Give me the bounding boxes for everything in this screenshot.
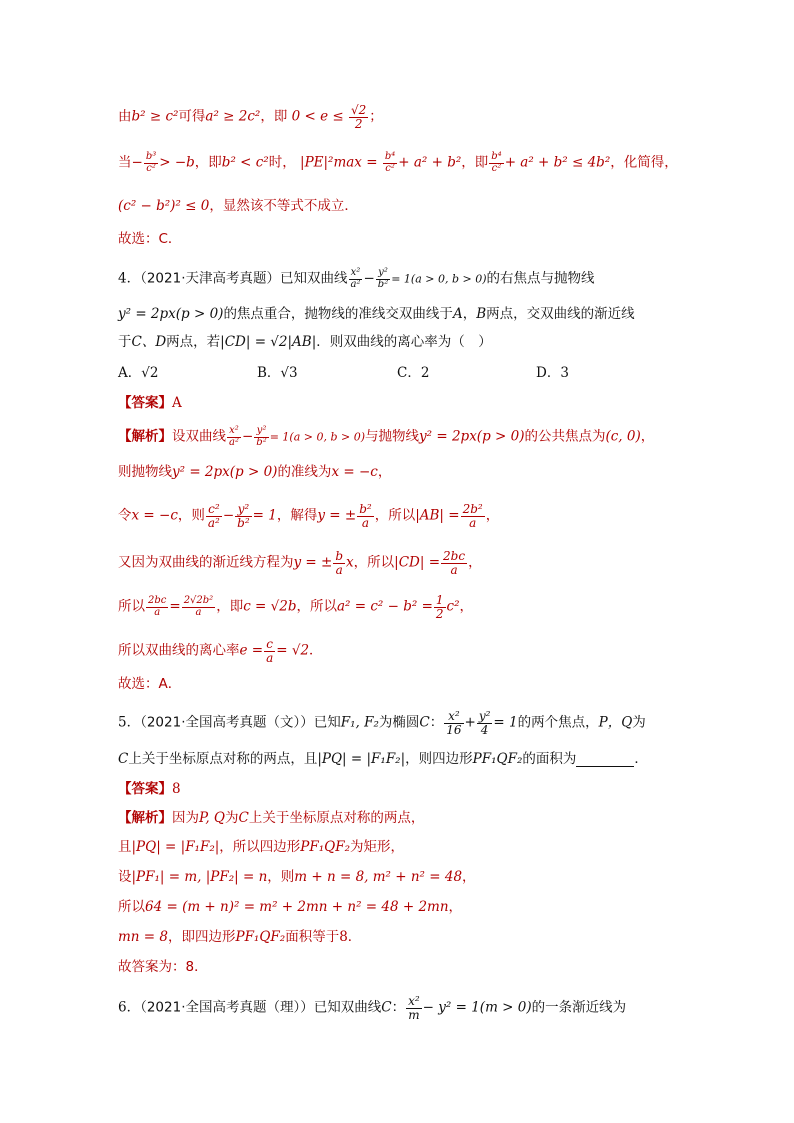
math: c = √2b: [243, 598, 297, 615]
q4-stem-line-3: [118, 332, 492, 352]
denominator: a: [450, 562, 458, 577]
text: 两点，若: [166, 334, 221, 350]
text: ，即四边形: [167, 929, 236, 945]
math: 0 < e ≤: [291, 108, 344, 125]
text: ，: [468, 554, 482, 571]
math: C: [238, 810, 249, 826]
denominator: a: [154, 606, 161, 618]
answer-value: A: [172, 395, 182, 411]
numerator: b: [335, 549, 344, 563]
math: + a² + b² ≤ 4b²: [504, 154, 611, 171]
text: 且: [118, 839, 132, 855]
text: 上关于坐标原点对称的两点，且: [128, 751, 318, 767]
math: C: [118, 751, 129, 767]
text: 的一条渐近线为: [531, 999, 627, 1016]
q4-analysis-line-4: [118, 550, 482, 576]
denominator: a: [266, 650, 274, 665]
denominator: a²: [350, 278, 361, 290]
fraction: [235, 503, 252, 529]
denominator: m: [408, 1007, 420, 1022]
text: ；: [369, 108, 383, 125]
text: 的焦点重合，抛物线的准线交双曲线于: [223, 306, 453, 322]
math: PF₁QF₂: [472, 751, 523, 767]
numerator: √2: [351, 103, 367, 117]
math: |CD| =: [394, 554, 441, 571]
numerator: b³: [145, 151, 157, 162]
denominator: a²: [229, 436, 239, 448]
q4-analysis-line-5: [118, 594, 473, 620]
text: 则抛物线: [118, 464, 172, 480]
denominator: a: [335, 562, 343, 577]
math: PF₁QF₂: [235, 929, 286, 945]
math: |PQ| = |F₁F₂|: [317, 751, 406, 767]
numerator: b⁴: [384, 151, 396, 162]
math: y² = 2px(p > 0): [172, 464, 278, 480]
numerator: x²: [349, 268, 363, 280]
numerator: x²: [444, 710, 463, 724]
q4-analysis-line-1: [118, 426, 654, 448]
text: ，所以: [374, 507, 416, 524]
q5-analysis-line-3: [118, 867, 476, 887]
text: ．: [347, 929, 362, 945]
math: |PF₁| = m, |PF₂| = n: [131, 869, 268, 885]
fraction: [441, 550, 467, 576]
text: ，所以: [296, 598, 337, 615]
denominator: b²: [377, 278, 389, 290]
question-source: （2021·全国高考真题（文））: [140, 714, 314, 731]
q3-analysis-line-3: [118, 196, 358, 216]
q4-stem-line-1: [118, 268, 595, 290]
math: = 1(a > 0, b > 0): [269, 430, 366, 444]
fraction: [376, 268, 390, 290]
math: − y² = 1(m > 0): [422, 999, 532, 1016]
fraction: [264, 638, 275, 664]
text: ，所以: [353, 554, 395, 571]
text: 令: [118, 507, 132, 524]
math: (c, 0): [605, 428, 641, 445]
denominator: a²: [207, 515, 220, 530]
text: ，则: [177, 507, 205, 524]
numerator: b²: [359, 502, 372, 516]
q5-analysis-line-4: [118, 897, 462, 917]
text: 已知: [313, 714, 341, 731]
math: mn = 8: [118, 929, 168, 945]
text: ：: [429, 714, 444, 731]
denominator: b²: [237, 515, 250, 530]
q4-option-c: C．2: [397, 365, 430, 381]
math: m + n = 8, m² + n² = 48: [294, 869, 463, 885]
numerator: 2bc: [443, 549, 466, 563]
text: 已知双曲线: [280, 270, 348, 287]
text: 由: [118, 108, 132, 125]
text: 与抛物线: [365, 428, 420, 445]
math: |CD| = √2|AB|: [220, 334, 317, 350]
q4-answer: [118, 393, 182, 413]
text: ．: [309, 642, 323, 659]
fraction: [206, 503, 222, 529]
question-number: 5．: [118, 714, 141, 731]
math: |PQ| = |F₁F₂|: [131, 839, 220, 855]
text: ，化简得，: [610, 154, 678, 171]
math: |PE|²max =: [300, 154, 378, 171]
text: 为: [225, 810, 239, 826]
text: 的准线为: [277, 464, 332, 480]
text: ，: [462, 306, 477, 322]
q4-analysis-line-6: [118, 638, 323, 664]
fraction: [406, 995, 422, 1021]
text: ，: [377, 464, 392, 480]
question-number: 4．: [118, 270, 141, 287]
text: ，所以四边形: [219, 839, 301, 855]
text: 上关于坐标原点对称的两点，: [248, 810, 425, 826]
numerator: y²: [254, 426, 268, 438]
fraction: [182, 596, 216, 618]
math: −: [241, 428, 254, 445]
math: = 1: [493, 714, 518, 731]
denominator: a: [469, 515, 477, 530]
math: > −b: [159, 154, 195, 171]
text: 于: [118, 334, 132, 350]
q4-analysis-line-2: [118, 462, 391, 482]
text: ，即: [216, 598, 244, 615]
text: 所以: [118, 899, 145, 915]
text: 为: [632, 714, 646, 731]
q5-analysis-line-2: [118, 837, 404, 857]
math: y = ±: [293, 554, 333, 571]
q6-stem-line-1: [118, 995, 626, 1021]
fraction: [434, 594, 446, 620]
q4-option-b: B．√3: [257, 365, 298, 381]
denominator: 16: [446, 722, 462, 737]
answer-blank: [576, 752, 634, 767]
question-source: （2021·全国高考真题（理））: [140, 999, 314, 1016]
text: 因为: [172, 810, 199, 826]
numerator: c: [264, 638, 275, 652]
math: y² = 2px(p > 0): [118, 306, 224, 322]
analysis-label: 【解析】: [118, 428, 172, 445]
q3-choice: 故选：C．: [118, 231, 182, 247]
text: 的面积为: [522, 751, 577, 767]
text: ，: [485, 507, 500, 524]
text: 时，: [268, 154, 296, 171]
numerator: 2bc: [148, 595, 167, 607]
question-source: （2021·天津高考真题）: [140, 270, 280, 287]
q5-answer: [118, 779, 181, 799]
numerator: b⁴: [491, 151, 502, 162]
q4-analysis-line-3: [118, 503, 499, 529]
q4-option-a: A．√2: [118, 365, 159, 381]
math: x = −c: [131, 507, 178, 524]
text: ，则四边形: [405, 751, 473, 767]
text: ：: [391, 999, 406, 1016]
math: x = −c: [331, 464, 378, 480]
text: ，: [462, 869, 476, 885]
math: b² < c²: [221, 154, 269, 171]
text: 的右焦点与抛物线: [486, 270, 595, 287]
text: ，解得: [276, 507, 318, 524]
math: x: [346, 554, 354, 571]
numerator: y²: [376, 268, 390, 280]
math: = √2: [276, 642, 310, 659]
analysis-label: 【解析】: [118, 810, 172, 826]
q5-final-answer: 故答案为：8．: [118, 959, 208, 975]
math: P，Q: [598, 714, 633, 731]
question-number: 6．: [118, 999, 141, 1016]
numerator: c²: [206, 503, 222, 517]
denominator: a: [195, 606, 202, 618]
math: a² ≥ 2c²: [205, 108, 261, 125]
text: 所以: [118, 598, 145, 615]
math: 64 = (m + n)² = m² + 2mn + n² = 48 + 2mn: [145, 899, 449, 915]
q4-stem-line-2: [118, 304, 635, 324]
q4-option-d: D．3: [536, 365, 569, 381]
text: 设: [118, 869, 132, 885]
numerator: y²: [478, 709, 491, 723]
math: =: [169, 598, 181, 615]
text: ，即: [194, 154, 222, 171]
text: 为椭圆: [378, 714, 420, 731]
q5-stem-line-2: [118, 749, 648, 769]
fraction: [146, 596, 168, 618]
q5-analysis-line-1: [118, 808, 424, 828]
math: C: [381, 999, 392, 1016]
math: a² = c² − b² =: [337, 598, 433, 615]
text: ，即: [260, 108, 288, 125]
text: 当: [118, 154, 132, 171]
text: 两点，交双曲线的渐近线: [486, 306, 635, 322]
denominator: b²: [256, 436, 267, 448]
text: 面积等于: [285, 929, 340, 945]
text: 所以双曲线的离心率: [118, 642, 240, 659]
q4-choice: 故选：A．: [118, 676, 182, 692]
q5-analysis-line-5: [118, 927, 361, 947]
denominator: c²: [146, 162, 156, 174]
q3-analysis-line-2: [118, 152, 678, 174]
math: −: [222, 507, 235, 524]
text: ，: [448, 899, 463, 915]
text: 的两个焦点，: [517, 714, 599, 731]
denominator: a: [361, 515, 370, 530]
q5-stem-line-1: [118, 710, 646, 736]
math: = 1: [252, 507, 277, 524]
answer-label: 【答案】: [118, 781, 172, 797]
fraction: [383, 152, 397, 174]
text: ．: [634, 751, 648, 767]
math: c²: [446, 598, 460, 615]
numerator: x²: [408, 994, 420, 1008]
math: +: [464, 714, 476, 731]
text: ．则双曲线的离心率为（ ）: [316, 334, 492, 350]
math: b² ≥ c²: [131, 108, 179, 125]
text: ，: [459, 598, 474, 615]
denominator: c²: [491, 162, 502, 174]
fraction: [144, 152, 158, 174]
fraction: [357, 503, 374, 529]
math: PF₁QF₂: [300, 839, 351, 855]
text: 已知双曲线: [313, 999, 382, 1016]
fraction: [489, 152, 503, 174]
text: 又因为双曲线的渐近线方程为: [118, 554, 294, 571]
answer-value: 8: [172, 781, 181, 797]
text: ，即: [461, 154, 489, 171]
numerator: 2√2b²: [183, 595, 214, 607]
denominator: 2: [435, 606, 444, 621]
math: C: [419, 714, 430, 731]
math: B: [476, 306, 487, 322]
fraction: [227, 426, 241, 448]
math: = 1(a > 0, b > 0): [391, 272, 487, 286]
math: (c² − b²)² ≤ 0: [118, 198, 210, 214]
fraction: [461, 503, 485, 529]
math: −: [131, 154, 143, 171]
q3-analysis-line-1: [118, 104, 383, 130]
text: 的公共焦点为: [524, 428, 606, 445]
text: 设双曲线: [172, 428, 226, 445]
denominator: 4: [480, 722, 489, 737]
text: ，则: [267, 869, 295, 885]
denominator: c²: [385, 162, 395, 174]
math: + a² + b²: [398, 154, 462, 171]
fraction: [254, 426, 268, 448]
numerator: 1: [435, 593, 444, 607]
fraction: [444, 710, 463, 736]
math: |AB| =: [415, 507, 460, 524]
math: A: [452, 306, 463, 322]
math: F₁, F₂: [340, 714, 379, 731]
text: ，: [640, 428, 655, 445]
fraction: [333, 550, 345, 576]
numerator: 2b²: [462, 502, 483, 516]
numerator: y²: [235, 503, 252, 517]
text: 可得: [178, 108, 206, 125]
denominator: 2: [354, 116, 363, 131]
fraction: [349, 268, 363, 290]
text: ，显然该不等式不成立．: [209, 198, 358, 214]
math: y² = 2px(p > 0): [419, 428, 525, 445]
math: 8: [339, 929, 348, 945]
math: C、D: [131, 334, 167, 350]
text: 为矩形，: [350, 839, 405, 855]
math: y = ±: [317, 507, 357, 524]
fraction: [349, 104, 368, 130]
math: −: [363, 270, 375, 287]
math: P, Q: [199, 810, 225, 826]
math: e =: [239, 642, 264, 659]
numerator: x²: [227, 426, 241, 438]
fraction: [477, 710, 493, 736]
answer-label: 【答案】: [118, 395, 172, 411]
